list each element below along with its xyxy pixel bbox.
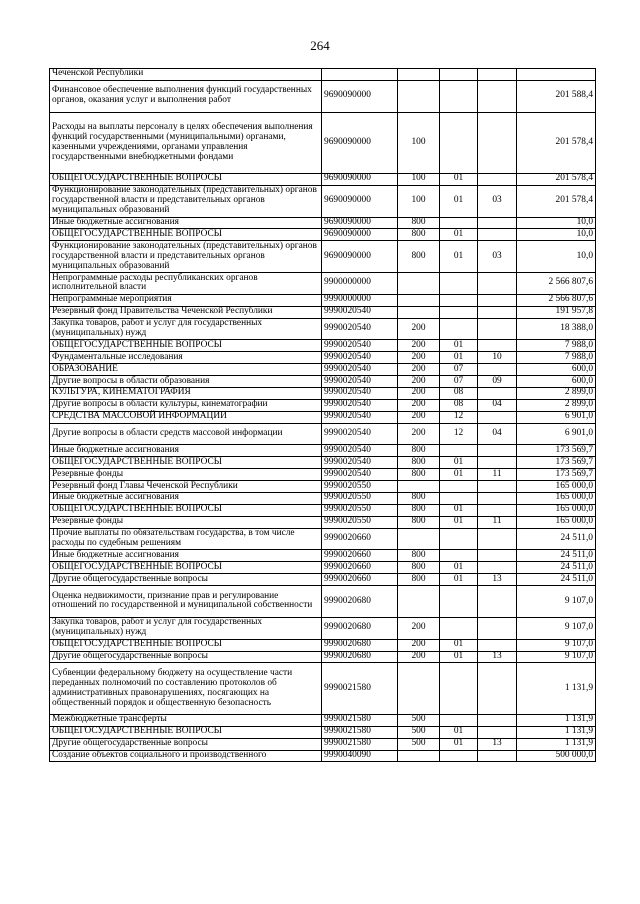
subsection-cell: 11 [478, 516, 517, 528]
expense-type-cell [398, 273, 440, 295]
subsection-cell [478, 562, 517, 574]
subsection-cell [478, 750, 517, 762]
item-name-cell: КУЛЬТУРА, КИНЕМАТОГРАФИЯ [50, 387, 322, 399]
target-code-cell: 9690090000 [322, 185, 398, 217]
item-name-cell: Прочие выплаты по обязательствам государства, в том числе расходы по судебным решениям [50, 528, 322, 550]
amount-cell: 7 988,0 [517, 340, 596, 352]
subsection-cell [478, 387, 517, 399]
section-cell [440, 318, 478, 340]
target-code-cell: 9990000000 [322, 294, 398, 306]
table-row [50, 574, 596, 586]
table-row [50, 399, 596, 411]
target-code-cell: 9990020540 [322, 399, 398, 411]
section-cell: 01 [440, 340, 478, 352]
expense-type-cell [398, 306, 440, 318]
table-row [50, 306, 596, 318]
amount-cell: 2 566 807,6 [517, 273, 596, 295]
subsection-cell [478, 586, 517, 618]
section-cell [440, 617, 478, 639]
section-cell [440, 294, 478, 306]
table-row [50, 387, 596, 399]
subsection-cell: 13 [478, 738, 517, 750]
subsection-cell [478, 481, 517, 493]
target-code-cell: 9990021580 [322, 714, 398, 726]
target-code-cell: 9990020540 [322, 364, 398, 376]
expense-type-cell: 100 [398, 173, 440, 185]
section-cell: 12 [440, 423, 478, 445]
target-code-cell: 9690090000 [322, 241, 398, 273]
expense-type-cell [398, 528, 440, 550]
subsection-cell [478, 457, 517, 469]
subsection-cell [478, 80, 517, 112]
amount-cell: 7 988,0 [517, 352, 596, 364]
table-row [50, 528, 596, 550]
section-cell: 01 [440, 469, 478, 481]
expense-type-cell: 200 [398, 376, 440, 388]
subsection-cell [478, 617, 517, 639]
item-name-cell: ОБЩЕГОСУДАРСТВЕННЫЕ ВОПРОСЫ [50, 726, 322, 738]
subsection-cell: 13 [478, 574, 517, 586]
section-cell: 01 [440, 241, 478, 273]
table-row [50, 492, 596, 504]
table-row [50, 516, 596, 528]
section-cell: 01 [440, 738, 478, 750]
section-cell: 01 [440, 726, 478, 738]
section-cell: 08 [440, 399, 478, 411]
table-row [50, 481, 596, 493]
subsection-cell: 09 [478, 376, 517, 388]
item-name-cell: Другие вопросы в области образования [50, 376, 322, 388]
target-code-cell: 9990020540 [322, 411, 398, 423]
expense-type-cell: 500 [398, 726, 440, 738]
item-name-cell: ОБЩЕГОСУДАРСТВЕННЫЕ ВОПРОСЫ [50, 457, 322, 469]
item-name-cell: Другие общегосударственные вопросы [50, 738, 322, 750]
amount-cell: 201 578,4 [517, 185, 596, 217]
target-code-cell: 9990020540 [322, 340, 398, 352]
table-row [50, 738, 596, 750]
target-code-cell: 9690090000 [322, 229, 398, 241]
section-cell [440, 306, 478, 318]
item-name-cell: Расходы на выплаты персоналу в целях обеспечения выполнения функций государственными (муниципальными) органами, казенными учреждениями, органами управления государственными внебюджетными фондами [50, 112, 322, 173]
table-row [50, 423, 596, 445]
target-code-cell: 9990020540 [322, 306, 398, 318]
table-row [50, 714, 596, 726]
amount-cell: 173 569,7 [517, 457, 596, 469]
table-row [50, 294, 596, 306]
amount-cell: 24 511,0 [517, 528, 596, 550]
section-cell: 01 [440, 352, 478, 364]
table-row [50, 445, 596, 457]
subsection-cell [478, 445, 517, 457]
target-code-cell: 9990020680 [322, 639, 398, 651]
table-row [50, 80, 596, 112]
item-name-cell: Чеченской Республики [50, 69, 322, 81]
expense-type-cell: 200 [398, 411, 440, 423]
expense-type-cell: 800 [398, 229, 440, 241]
target-code-cell: 9990020540 [322, 376, 398, 388]
amount-cell: 500 000,0 [517, 750, 596, 762]
amount-cell: 1 131,9 [517, 714, 596, 726]
subsection-cell [478, 229, 517, 241]
section-cell [440, 217, 478, 229]
subsection-cell [478, 639, 517, 651]
section-cell: 12 [440, 411, 478, 423]
table-row [50, 550, 596, 562]
expense-type-cell: 200 [398, 340, 440, 352]
expense-type-cell: 800 [398, 562, 440, 574]
target-code-cell: 9990020550 [322, 492, 398, 504]
target-code-cell [322, 69, 398, 81]
item-name-cell: Другие общегосударственные вопросы [50, 574, 322, 586]
item-name-cell: Иные бюджетные ассигнования [50, 217, 322, 229]
target-code-cell: 9990020550 [322, 481, 398, 493]
item-name-cell: Межбюджетные трансферты [50, 714, 322, 726]
amount-cell: 173 569,7 [517, 445, 596, 457]
subsection-cell [478, 294, 517, 306]
amount-cell: 24 511,0 [517, 574, 596, 586]
expense-type-cell [398, 481, 440, 493]
amount-cell: 9 107,0 [517, 586, 596, 618]
amount-cell: 2 566 807,6 [517, 294, 596, 306]
item-name-cell: ОБЩЕГОСУДАРСТВЕННЫЕ ВОПРОСЫ [50, 504, 322, 516]
item-name-cell: ОБЩЕГОСУДАРСТВЕННЫЕ ВОПРОСЫ [50, 173, 322, 185]
amount-cell: 10,0 [517, 217, 596, 229]
section-cell [440, 663, 478, 715]
amount-cell: 165 000,0 [517, 504, 596, 516]
amount-cell [517, 69, 596, 81]
subsection-cell: 11 [478, 469, 517, 481]
amount-cell: 2 899,0 [517, 387, 596, 399]
amount-cell: 24 511,0 [517, 562, 596, 574]
target-code-cell: 9990020540 [322, 318, 398, 340]
subsection-cell [478, 364, 517, 376]
table-row [50, 562, 596, 574]
target-code-cell: 9990021580 [322, 726, 398, 738]
amount-cell: 201 578,4 [517, 173, 596, 185]
section-cell [440, 586, 478, 618]
expense-type-cell: 800 [398, 504, 440, 516]
subsection-cell: 04 [478, 423, 517, 445]
table-row [50, 318, 596, 340]
section-cell [440, 445, 478, 457]
target-code-cell: 9990040090 [322, 750, 398, 762]
table-row [50, 639, 596, 651]
target-code-cell: 9990020540 [322, 387, 398, 399]
target-code-cell: 9990020550 [322, 504, 398, 516]
table-row [50, 663, 596, 715]
subsection-cell [478, 528, 517, 550]
section-cell [440, 528, 478, 550]
section-cell: 01 [440, 562, 478, 574]
subsection-cell: 10 [478, 352, 517, 364]
subsection-cell [478, 663, 517, 715]
subsection-cell [478, 273, 517, 295]
item-name-cell: Непрограммные мероприятия [50, 294, 322, 306]
item-name-cell: СРЕДСТВА МАССОВОЙ ИНФОРМАЦИИ [50, 411, 322, 423]
table-row [50, 229, 596, 241]
expense-type-cell: 800 [398, 457, 440, 469]
target-code-cell: 9990020680 [322, 586, 398, 618]
table-row [50, 469, 596, 481]
amount-cell: 1 131,9 [517, 726, 596, 738]
expense-type-cell: 200 [398, 423, 440, 445]
item-name-cell: Функционирование законодательных (представительных) органов государственной власти и представительных органов муниципальных образований [50, 185, 322, 217]
section-cell [440, 492, 478, 504]
subsection-cell [478, 173, 517, 185]
item-name-cell: Резервные фонды [50, 469, 322, 481]
subsection-cell: 03 [478, 241, 517, 273]
expense-type-cell: 500 [398, 738, 440, 750]
amount-cell: 191 957,8 [517, 306, 596, 318]
section-cell: 01 [440, 651, 478, 663]
amount-cell: 201 588,4 [517, 80, 596, 112]
target-code-cell: 9990020660 [322, 528, 398, 550]
section-cell [440, 273, 478, 295]
item-name-cell: Оценка недвижимости, признание прав и регулирование отношений по государственной и муниципальной собственности [50, 586, 322, 618]
item-name-cell: Непрограммные расходы республиканских органов исполнительной власти [50, 273, 322, 295]
expense-type-cell [398, 663, 440, 715]
expense-type-cell: 500 [398, 714, 440, 726]
amount-cell: 18 388,0 [517, 318, 596, 340]
expense-type-cell [398, 69, 440, 81]
expense-type-cell: 800 [398, 445, 440, 457]
table-row [50, 376, 596, 388]
target-code-cell: 9690090000 [322, 217, 398, 229]
table-row [50, 457, 596, 469]
item-name-cell: Закупка товаров, работ и услуг для государственных (муниципальных) нужд [50, 617, 322, 639]
item-name-cell: ОБЩЕГОСУДАРСТВЕННЫЕ ВОПРОСЫ [50, 639, 322, 651]
table-row [50, 617, 596, 639]
target-code-cell: 9990021580 [322, 738, 398, 750]
item-name-cell: Другие вопросы в области средств массовой информации [50, 423, 322, 445]
table-row [50, 69, 596, 81]
table-row [50, 411, 596, 423]
expense-type-cell: 200 [398, 387, 440, 399]
expense-type-cell [398, 586, 440, 618]
section-cell: 01 [440, 229, 478, 241]
section-cell [440, 550, 478, 562]
item-name-cell: Другие общегосударственные вопросы [50, 651, 322, 663]
section-cell: 01 [440, 173, 478, 185]
section-cell [440, 750, 478, 762]
expense-type-cell: 800 [398, 574, 440, 586]
target-code-cell: 9990020680 [322, 617, 398, 639]
amount-cell: 24 511,0 [517, 550, 596, 562]
target-code-cell: 9690090000 [322, 80, 398, 112]
subsection-cell [478, 550, 517, 562]
table-row [50, 217, 596, 229]
item-name-cell: ОБЩЕГОСУДАРСТВЕННЫЕ ВОПРОСЫ [50, 562, 322, 574]
table-row [50, 651, 596, 663]
item-name-cell: Резервный фонд Правительства Чеченской Республики [50, 306, 322, 318]
amount-cell: 9 107,0 [517, 617, 596, 639]
section-cell [440, 714, 478, 726]
amount-cell: 600,0 [517, 376, 596, 388]
target-code-cell: 9990020660 [322, 550, 398, 562]
amount-cell: 6 901,0 [517, 411, 596, 423]
item-name-cell: Резервные фонды [50, 516, 322, 528]
section-cell: 07 [440, 376, 478, 388]
section-cell [440, 112, 478, 173]
expense-type-cell [398, 750, 440, 762]
subsection-cell [478, 69, 517, 81]
subsection-cell [478, 411, 517, 423]
table-row [50, 112, 596, 173]
target-code-cell: 9990020550 [322, 516, 398, 528]
expense-type-cell: 800 [398, 516, 440, 528]
target-code-cell: 9990020660 [322, 562, 398, 574]
target-code-cell: 9990020540 [322, 423, 398, 445]
expense-type-cell: 200 [398, 617, 440, 639]
subsection-cell [478, 714, 517, 726]
table-row [50, 364, 596, 376]
subsection-cell [478, 726, 517, 738]
item-name-cell: Закупка товаров, работ и услуг для государственных (муниципальных) нужд [50, 318, 322, 340]
subsection-cell [478, 318, 517, 340]
item-name-cell: ОБЩЕГОСУДАРСТВЕННЫЕ ВОПРОСЫ [50, 229, 322, 241]
target-code-cell: 9990021580 [322, 663, 398, 715]
table-row [50, 241, 596, 273]
expense-type-cell: 200 [398, 639, 440, 651]
subsection-cell [478, 306, 517, 318]
section-cell: 08 [440, 387, 478, 399]
amount-cell: 600,0 [517, 364, 596, 376]
item-name-cell: Фундаментальные исследования [50, 352, 322, 364]
amount-cell: 1 131,9 [517, 663, 596, 715]
table-row [50, 185, 596, 217]
expense-type-cell: 100 [398, 185, 440, 217]
amount-cell: 10,0 [517, 229, 596, 241]
item-name-cell: Субвенции федеральному бюджету на осуществление части переданных полномочий по составлению протоколов об административных правонарушениях, посягающих на общественный порядок и общественную безопасность [50, 663, 322, 715]
target-code-cell: 9990020540 [322, 352, 398, 364]
table-row [50, 340, 596, 352]
target-code-cell: 9990020680 [322, 651, 398, 663]
item-name-cell: Финансовое обеспечение выполнения функций государственных органов, оказания услуг и выполнения работ [50, 80, 322, 112]
item-name-cell: Иные бюджетные ассигнования [50, 445, 322, 457]
subsection-cell: 04 [478, 399, 517, 411]
target-code-cell: 9900000000 [322, 273, 398, 295]
item-name-cell: Резервный фонд Главы Чеченской Республики [50, 481, 322, 493]
expense-type-cell: 200 [398, 399, 440, 411]
section-cell [440, 69, 478, 81]
amount-cell: 9 107,0 [517, 639, 596, 651]
section-cell: 07 [440, 364, 478, 376]
expense-type-cell: 200 [398, 364, 440, 376]
item-name-cell: ОБРАЗОВАНИЕ [50, 364, 322, 376]
subsection-cell [478, 504, 517, 516]
target-code-cell: 9990020540 [322, 445, 398, 457]
table-row [50, 173, 596, 185]
budget-table [49, 68, 596, 762]
amount-cell: 1 131,9 [517, 738, 596, 750]
expense-type-cell: 200 [398, 352, 440, 364]
table-row [50, 586, 596, 618]
target-code-cell: 9690090000 [322, 112, 398, 173]
section-cell: 01 [440, 185, 478, 217]
section-cell: 01 [440, 516, 478, 528]
amount-cell: 10,0 [517, 241, 596, 273]
expense-type-cell: 800 [398, 550, 440, 562]
expense-type-cell: 800 [398, 469, 440, 481]
table-row [50, 273, 596, 295]
item-name-cell: Создание объектов социального и производственного [50, 750, 322, 762]
expense-type-cell [398, 294, 440, 306]
budget-table-body [50, 69, 596, 762]
section-cell: 01 [440, 574, 478, 586]
amount-cell: 165 000,0 [517, 516, 596, 528]
section-cell [440, 80, 478, 112]
item-name-cell: Функционирование законодательных (представительных) органов государственной власти и представительных органов муниципальных образований [50, 241, 322, 273]
expense-type-cell: 800 [398, 492, 440, 504]
amount-cell: 9 107,0 [517, 651, 596, 663]
section-cell: 01 [440, 457, 478, 469]
item-name-cell: Иные бюджетные ассигнования [50, 550, 322, 562]
section-cell [440, 481, 478, 493]
page-number: 264 [310, 38, 330, 53]
section-cell: 01 [440, 504, 478, 516]
expense-type-cell: 800 [398, 241, 440, 273]
amount-cell: 165 000,0 [517, 492, 596, 504]
target-code-cell: 9990020540 [322, 469, 398, 481]
table-row [50, 750, 596, 762]
subsection-cell: 13 [478, 651, 517, 663]
subsection-cell [478, 492, 517, 504]
item-name-cell: Другие вопросы в области культуры, кинематографии [50, 399, 322, 411]
item-name-cell: ОБЩЕГОСУДАРСТВЕННЫЕ ВОПРОСЫ [50, 340, 322, 352]
amount-cell: 6 901,0 [517, 423, 596, 445]
table-row [50, 352, 596, 364]
target-code-cell: 9990020540 [322, 457, 398, 469]
expense-type-cell: 100 [398, 112, 440, 173]
table-row [50, 504, 596, 516]
amount-cell: 201 578,4 [517, 112, 596, 173]
subsection-cell [478, 112, 517, 173]
subsection-cell [478, 340, 517, 352]
subsection-cell: 03 [478, 185, 517, 217]
section-cell: 01 [440, 639, 478, 651]
expense-type-cell [398, 80, 440, 112]
expense-type-cell: 800 [398, 217, 440, 229]
table-row [50, 726, 596, 738]
amount-cell: 165 000,0 [517, 481, 596, 493]
expense-type-cell: 200 [398, 651, 440, 663]
subsection-cell [478, 217, 517, 229]
expense-type-cell: 200 [398, 318, 440, 340]
amount-cell: 2 899,0 [517, 399, 596, 411]
target-code-cell: 9990020660 [322, 574, 398, 586]
target-code-cell: 9690090000 [322, 173, 398, 185]
item-name-cell: Иные бюджетные ассигнования [50, 492, 322, 504]
amount-cell: 173 569,7 [517, 469, 596, 481]
